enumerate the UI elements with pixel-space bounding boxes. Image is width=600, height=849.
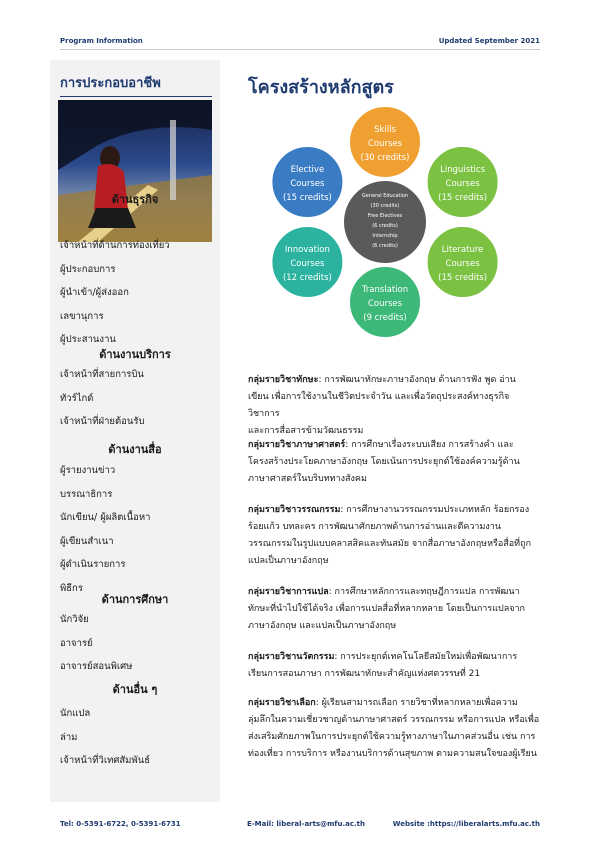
career-item: บรรณาธิการ <box>60 488 113 500</box>
paragraph-line <box>248 695 543 712</box>
core-courses-label: Free Electives <box>367 213 403 219</box>
course-group-title: กลุ่มรายวิชาภาษาศาสตร์ <box>248 440 346 450</box>
paragraph-line <box>248 649 543 666</box>
course-group-credits: (30 credits) <box>360 153 410 163</box>
career-item: ทัวร์ไกด์ <box>60 392 94 404</box>
career-item: อาจารย์ <box>60 637 93 649</box>
course-group-label: Skills <box>374 125 396 135</box>
sidebar-title: การประกอบอาชีพ <box>60 72 212 97</box>
course-group-title: กลุ่มรายวิชาการแปล <box>248 587 329 597</box>
paragraph-line <box>248 712 543 729</box>
paragraph-text: ลุ่มลึกในความเชี่ยวชาญด้านภาษาศาสตร์ วรรณกรรม หรือการแปล หรือเพื่อ <box>248 715 540 725</box>
course-group-title: กลุ่มรายวิชานวัตกรรม <box>248 652 335 662</box>
paragraph-text: ภาษาศาสตร์ในบริบททางสังคม <box>248 474 367 484</box>
core-courses-label: (6 credits) <box>372 243 398 249</box>
paragraph-text: ท่องเที่ยว การบริการ หรืองานบริการด้านสุขภาพ ตามความสนใจของผู้เรียน <box>248 749 537 759</box>
paragraph-line <box>248 584 543 601</box>
career-item: เจ้าหน้าที่ฝ่ายต้อนรับ <box>60 416 145 427</box>
paragraph-line <box>248 372 543 389</box>
course-group-paragraph <box>248 372 543 440</box>
career-item: เจ้าหน้าที่ด้านการท่องเที่ยว <box>60 240 170 251</box>
career-item: ผู้ดำเนินรายการ <box>60 559 126 570</box>
paragraph-line <box>248 471 543 488</box>
course-group-credits: (15 credits) <box>282 193 332 203</box>
course-group-label: Courses <box>367 139 403 149</box>
paragraph-line <box>248 502 543 519</box>
course-group-credits: (15 credits) <box>438 273 488 283</box>
header-program-info: Program Information <box>60 37 143 45</box>
career-item: เลขานุการ <box>60 310 104 322</box>
career-item: พิธีกร <box>60 582 83 594</box>
paragraph-text: : ผู้เรียนสามารถเลือก รายวิชาที่หลากหลายเพื่อความ <box>315 698 518 708</box>
course-group-label: Courses <box>290 259 325 269</box>
course-group-paragraph <box>248 649 543 683</box>
footer-tel: Tel: 0-5391-6722, 0-5391-6731 <box>60 820 181 828</box>
curriculum-structure-diagram <box>270 95 500 355</box>
career-category-heading: ด้านธุรกิจ <box>111 193 159 206</box>
paragraph-line <box>248 437 543 454</box>
career-photo-illustration <box>58 100 212 242</box>
course-group-label: Courses <box>445 259 480 269</box>
career-item: ผู้ประสานงาน <box>60 334 116 345</box>
course-group-title: กลุ่มรายวิชาวรรณกรรม <box>248 505 341 515</box>
course-group-credits: (15 credits) <box>438 193 488 203</box>
paragraph-text: : การศึกษาเรื่องระบบเสียง การสร้างคำ และ <box>345 440 514 450</box>
paragraph-text: โครงสร้างประโยคภาษาอังกฤษ โดยเน้นการประยุกต์ใช้องค์ความรู้ด้าน <box>248 457 520 467</box>
course-group-credits: (12 credits) <box>282 273 332 283</box>
paragraph-text: ร้อยแก้ว บทละคร การพัฒนาศักยภาพด้านการอ่านและตีความงาน <box>248 522 502 532</box>
paragraph-text: : การประยุกต์เทคโนโลยีสมัยใหม่เพื่อพัฒนาการ <box>334 652 518 662</box>
career-category-heading: ด้านอื่น ๆ <box>112 683 158 696</box>
paragraph-line <box>248 536 543 553</box>
curriculum-title: โครงสร้างหลักสูตร <box>248 77 394 98</box>
paragraph-text: ภาษาอังกฤษ และแปลเป็นภาษาอังกฤษ <box>248 621 397 631</box>
footer-website[interactable]: Website :https://liberalarts.mfu.ac.th <box>392 820 540 828</box>
paragraph-line <box>248 519 543 536</box>
paragraph-text: : การศึกษาหลักการและทฤษฎีการแปล การพัฒนา <box>328 587 520 597</box>
career-item: ผู้ประกอบการ <box>60 263 116 275</box>
course-group-title: กลุ่มรายวิชาเลือก <box>248 698 316 708</box>
course-group-label: Translation <box>361 285 409 295</box>
career-item: นักแปล <box>60 708 91 719</box>
paragraph-line <box>248 618 543 635</box>
paragraph-text: ทักษะที่นำไปใช้ได้จริง เพื่อการแปลสื่อที่หลากหลาย โดยเป็นการแปลจาก <box>248 604 525 614</box>
career-photo <box>58 100 212 242</box>
course-group-title: กลุ่มรายวิชาทักษะ <box>248 375 319 385</box>
career-item: อาจารย์สอนพิเศษ <box>60 661 133 672</box>
paragraph-text: เรียนการสอนภาษา การพัฒนาทักษะสำคัญแห่งศตวรรษที่ 21 <box>248 669 481 679</box>
paragraph-line <box>248 389 543 423</box>
course-group-paragraph <box>248 437 543 488</box>
course-group-paragraph <box>248 584 543 635</box>
paragraph-line <box>248 601 543 618</box>
header-divider <box>60 49 540 50</box>
career-item: เจ้าหน้าที่สายการบิน <box>60 369 144 380</box>
paragraph-text: : การศึกษางานวรรณกรรมประเภทหลัก ร้อยกรอง <box>340 505 530 515</box>
career-item: ผู้รายงานข่าว <box>60 465 116 476</box>
core-courses-label: Internship <box>372 233 398 239</box>
course-group-credits: (9 credits) <box>363 313 407 323</box>
paragraph-line <box>248 729 543 746</box>
career-category-heading: ด้านการศึกษา <box>101 593 169 606</box>
paragraph-line <box>248 746 543 763</box>
course-group-label: Elective <box>290 165 325 175</box>
course-group-label: Literature <box>441 245 484 255</box>
paragraph-text: : การพัฒนาทักษะภาษาอังกฤษ ด้านการฟัง พูด อ่าน <box>318 375 516 385</box>
course-group-paragraph <box>248 502 543 570</box>
career-item: ผู้เขียนสำเนา <box>60 535 114 547</box>
course-group-paragraph <box>248 695 543 763</box>
course-group-label: Linguistics <box>440 165 486 175</box>
career-item: ผู้นำเข้า/ผู้ส่งออก <box>60 287 129 298</box>
career-category-heading: ด้านงานสื่อ <box>108 443 162 456</box>
paragraph-line <box>248 553 543 570</box>
course-group-label: Courses <box>290 179 325 189</box>
paragraph-line <box>248 454 543 471</box>
career-category-heading: ด้านงานบริการ <box>99 348 171 361</box>
header-updated-date: Updated September 2021 <box>438 37 540 45</box>
core-courses-label: (30 credits) <box>370 203 400 209</box>
footer-email[interactable]: E-Mail: liberal-arts@mfu.ac.th <box>247 820 365 828</box>
course-group-label: Courses <box>445 179 480 189</box>
career-item: นักวิจัย <box>60 614 89 625</box>
paragraph-text: และการสื่อสารข้ามวัฒนธรรม <box>248 426 364 436</box>
career-item: เจ้าหน้าที่วิเทศสัมพันธ์ <box>60 755 150 766</box>
paragraph-text: ส่งเสริมศักยภาพในการประยุกต์ใช้ความรู้ทางภาษาในภาคส่วนอื่น เช่น การ <box>248 732 536 742</box>
paragraph-text: วรรณกรรมในรูปแบบคลาสสิคและทันสมัย จากสื่อภาษาอังกฤษหรือสื่อที่ถูก <box>248 539 532 549</box>
career-item: นักเขียน/ ผู้ผลิตเนื้อหา <box>60 512 151 523</box>
course-group-label: Courses <box>367 299 403 309</box>
core-courses-label: (6 credits) <box>372 223 398 229</box>
paragraph-text: เขียน เพื่อการใช้งานในชีวิตประจำวัน และเพื่อวัตถุประสงค์ทางธุรกิจ วิชาการ <box>248 392 510 419</box>
paragraph-line <box>248 666 543 683</box>
core-courses-label: General Education <box>361 193 409 199</box>
career-item: ล่าม <box>60 731 78 743</box>
paragraph-text: แปลเป็นภาษาอังกฤษ <box>248 556 329 566</box>
course-group-label: Innovation <box>284 245 330 255</box>
